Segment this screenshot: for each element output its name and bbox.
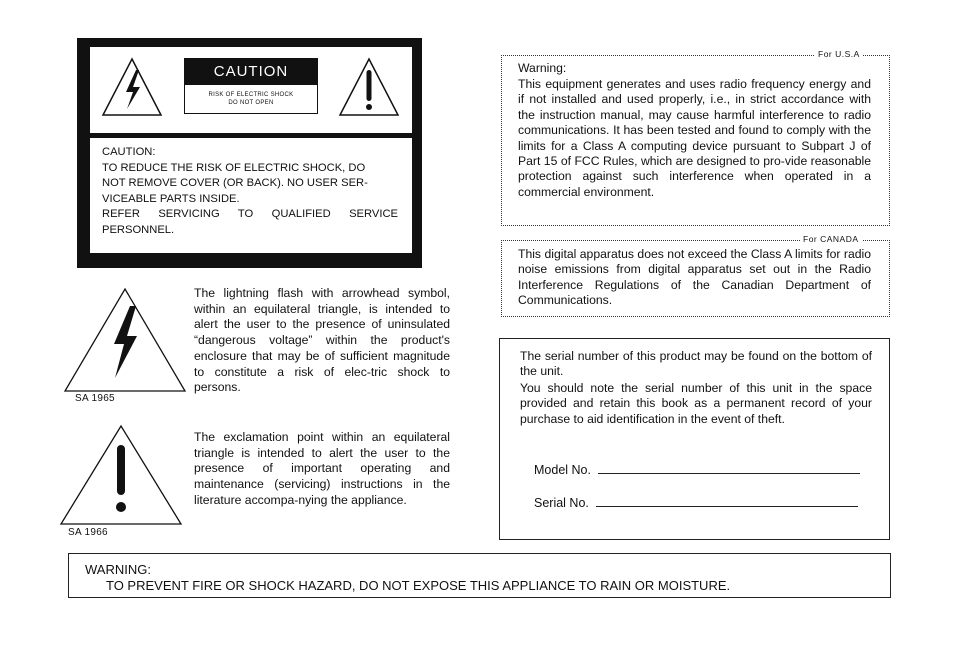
usa-notice-tag: For U.S.A bbox=[815, 49, 863, 59]
lightning-triangle-icon bbox=[100, 56, 164, 118]
caution-text: CAUTION: TO REDUCE THE RISK OF ELECTRIC SHOCK, DO NOT REMOVE COVER (OR BACK). NO USER SER- VICEABLE PARTS INSIDE. REFER SERVICING TO QUALIFIED SERVICE PERSONNEL. bbox=[102, 146, 398, 236]
serial-number-box bbox=[499, 338, 890, 540]
canada-notice-body: This digital apparatus does not exceed the Class A limits for radio noise emissions from digital apparatus set out in the Radio Interference Regulations of the Canadian Department of Communications. bbox=[518, 247, 871, 308]
exclamation-symbol-icon bbox=[58, 423, 184, 527]
usa-notice-body: This equipment generates and uses radio frequency energy and if not installed and used properly, i.e., in strict accordance with the instruction manual, may cause harmful interference to radio communications. It has been tested and found to comply with the limits for a Class A computing device pursuant to Subpart J of Part 15 of FCC Rules, which are designed to pro-vide reasonable protection against such interference when operated in a commercial environment. bbox=[518, 77, 871, 199]
exclamation-symbol-description: The exclamation point within an equilateral triangle is intended to alert the user to the presence of important operating and maintenance (servicing) instructions in the literature accompa-nying the appliance. bbox=[194, 430, 450, 507]
canada-notice-tag: For CANADA bbox=[800, 234, 862, 244]
lightning-symbol-description: The lightning flash with arrowhead symbol, within an equilateral triangle, is intended to alert the user to the presence of uninsulated “dangerous voltage” within the product's enclosure that may be of sufficient magnitude to constitute a risk of elec-tric shock to persons. bbox=[194, 286, 450, 395]
warning-title: WARNING: bbox=[85, 562, 151, 577]
serial-para-location: The serial number of this product may be found on the bottom of the unit. bbox=[520, 349, 872, 379]
lightning-symbol-icon bbox=[62, 286, 188, 394]
model-number-line[interactable] bbox=[598, 463, 860, 474]
serial-number-label: Serial No. bbox=[534, 496, 589, 510]
caution-label bbox=[184, 58, 318, 114]
exclamation-triangle-icon bbox=[337, 56, 401, 118]
caution-label-subtitle: RISK OF ELECTRIC SHOCK DO NOT OPEN bbox=[208, 92, 294, 106]
lightning-symbol-label: SA 1965 bbox=[75, 393, 115, 404]
serial-para-instructions: You should note the serial number of this unit in the space provided and retain this book as a permanent record of your purchase to aid identification in the event of theft. bbox=[520, 381, 872, 426]
warning-box bbox=[68, 553, 891, 598]
model-number-field[interactable] bbox=[534, 463, 860, 477]
caution-label-title: CAUTION bbox=[185, 59, 317, 85]
warning-body: TO PREVENT FIRE OR SHOCK HAZARD, DO NOT EXPOSE THIS APPLIANCE TO RAIN OR MOISTURE. bbox=[106, 578, 731, 593]
serial-number-line[interactable] bbox=[596, 496, 858, 507]
model-number-label: Model No. bbox=[534, 463, 591, 477]
exclamation-symbol-label: SA 1966 bbox=[68, 527, 108, 538]
usa-notice-title: Warning: bbox=[518, 61, 567, 75]
serial-number-field[interactable] bbox=[534, 496, 858, 510]
